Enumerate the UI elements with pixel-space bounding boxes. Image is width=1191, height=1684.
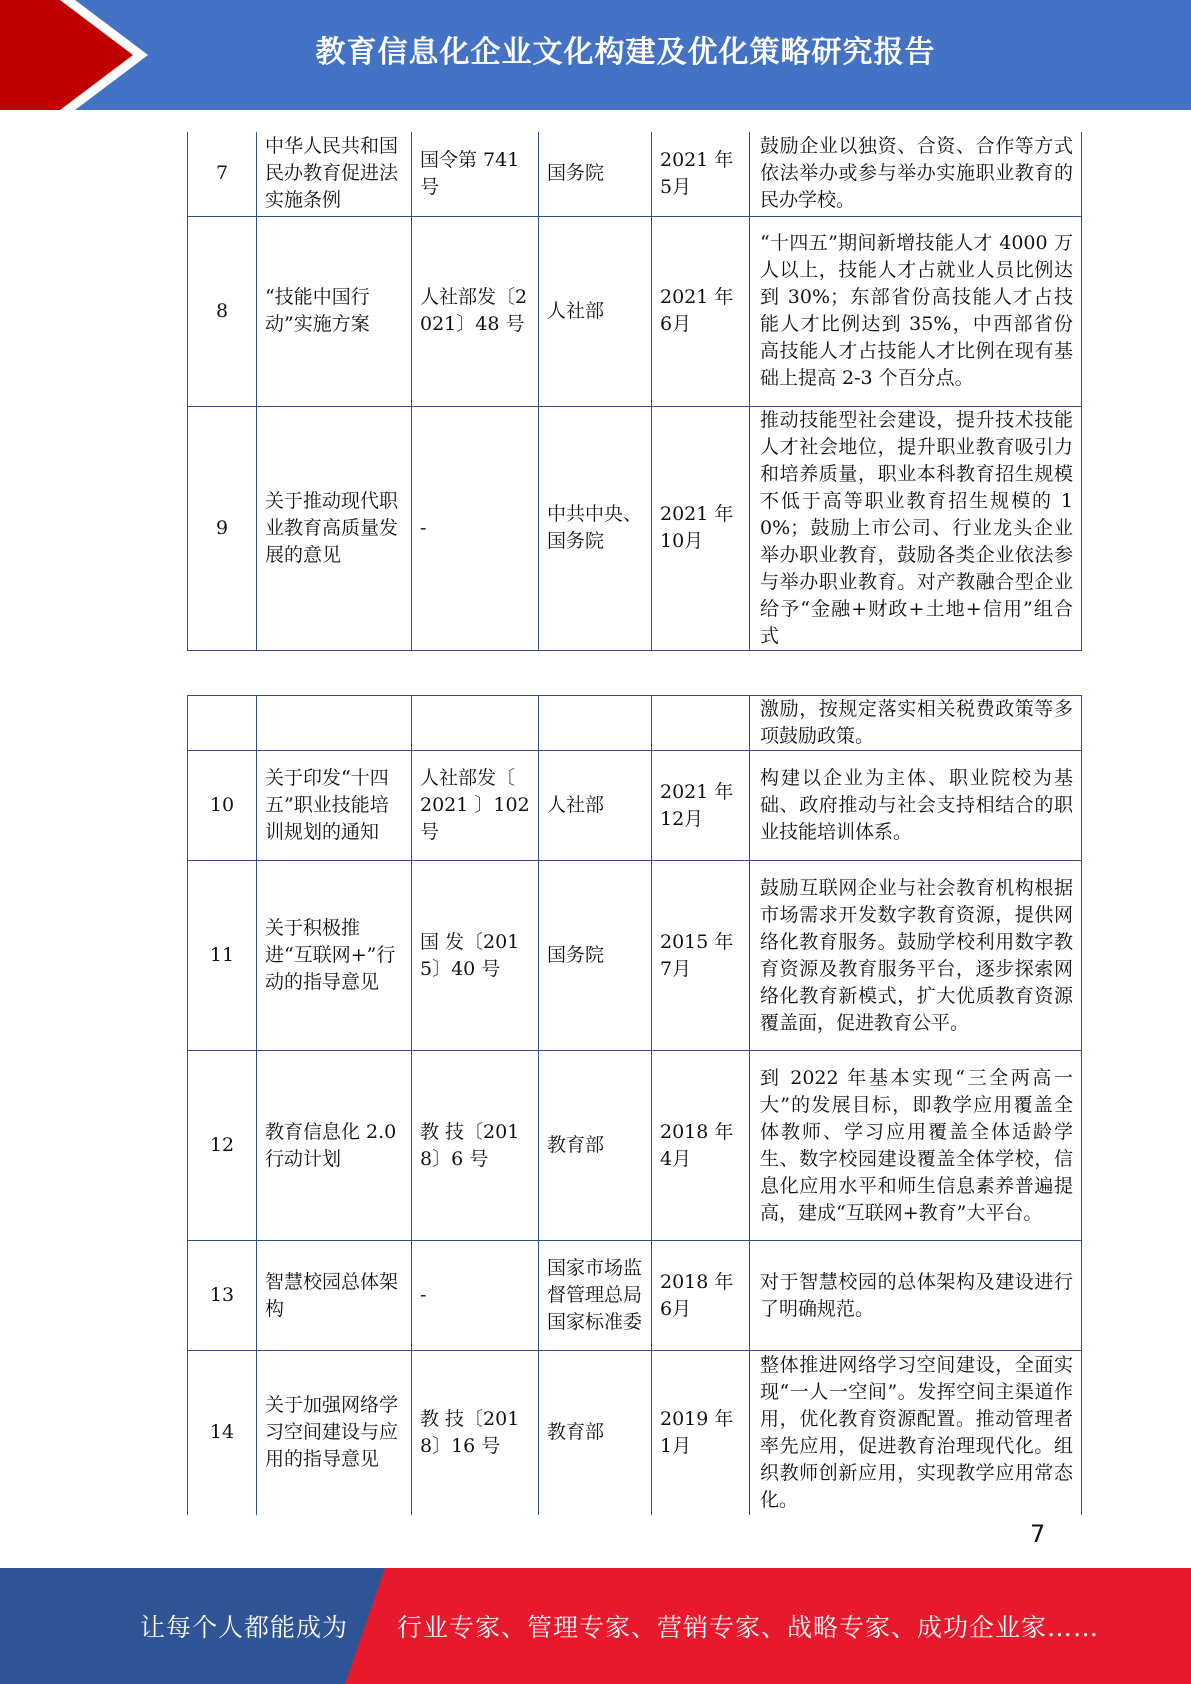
footer-slogan-left: 让每个人都能成为	[140, 1613, 349, 1642]
issuing-authority-empty	[539, 696, 652, 751]
page-header	[0, 0, 1191, 110]
table-row-continuation	[188, 696, 1082, 751]
row-number: 14	[188, 1351, 257, 1515]
issuing-authority: 教育部	[539, 1351, 652, 1515]
policy-name: 关于积极推进“互联网+”行动的指导意见	[257, 861, 412, 1051]
document-number: 教 技〔2018〕6 号	[412, 1051, 539, 1241]
table-row	[188, 751, 1082, 861]
issuing-authority: 教育部	[539, 1051, 652, 1241]
policy-table-part-2	[187, 695, 1082, 1515]
row-number: 10	[188, 751, 257, 861]
row-number: 11	[188, 861, 257, 1051]
report-title: 教育信息化企业文化构建及优化策略研究报告	[315, 35, 936, 70]
policy-name: “技能中国行动”实施方案	[257, 216, 412, 406]
policy-description: 构建以企业为主体、职业院校为基础、政府推动与社会支持相结合的职业技能培训体系。	[750, 751, 1082, 861]
document-number-empty	[412, 696, 539, 751]
issue-date-empty	[652, 696, 750, 751]
issuing-authority: 国务院	[539, 861, 652, 1051]
issuing-authority: 国务院	[539, 132, 652, 216]
row-number: 7	[188, 132, 257, 216]
policy-description: 鼓励企业以独资、合资、合作等方式依法举办或参与举办实施职业教育的民办学校。	[750, 132, 1082, 216]
issue-date: 2021 年 12月	[652, 751, 750, 861]
header-chevron-decoration	[0, 0, 160, 110]
row-number: 9	[188, 406, 257, 650]
issue-date: 2018 年 6月	[652, 1241, 750, 1351]
table-row	[188, 406, 1082, 650]
policy-name: 关于印发“十四五”职业技能培训规划的通知	[257, 751, 412, 861]
policy-description: “十四五”期间新增技能人才 4000 万人以上，技能人才占就业人员比例达到 30%；东部省份高技能人才占技能人才比例达到 35%，中西部省份高技能人才占技能人才比例在现有基础上提高 2-3 个百分点。	[750, 216, 1082, 406]
issue-date: 2019 年 1月	[652, 1351, 750, 1515]
policy-description: 对于智慧校园的总体架构及建设进行了明确规范。	[750, 1241, 1082, 1351]
policy-name: 关于推动现代职业教育高质量发展的意见	[257, 406, 412, 650]
issuing-authority: 国家市场监督管理总局国家标准委	[539, 1241, 652, 1351]
document-number: 国令第 741 号	[412, 132, 539, 216]
document-number: 教 技〔2018〕16 号	[412, 1351, 539, 1515]
policy-name: 智慧校园总体架构	[257, 1241, 412, 1351]
policy-description: 激励，按规定落实相关税费政策等多项鼓励政策。	[750, 696, 1082, 751]
table-row	[188, 1241, 1082, 1351]
policy-description: 到 2022 年基本实现“三全两高一大”的发展目标，即教学应用覆盖全体教师、学习应用覆盖全体适龄学生、数字校园建设覆盖全体学校，信息化应用水平和师生信息素养普遍提高，建成“互联网+教育”大平台。	[750, 1051, 1082, 1241]
issue-date: 2021 年 5月	[652, 132, 750, 216]
policy-name: 关于加强网络学习空间建设与应用的指导意见	[257, 1351, 412, 1515]
page-number: 7	[1030, 1520, 1046, 1548]
document-number: 人社部发〔 2021 〕102 号	[412, 751, 539, 861]
row-number: 12	[188, 1051, 257, 1241]
document-number: -	[412, 406, 539, 650]
table-row	[188, 1051, 1082, 1241]
issue-date: 2021 年 10月	[652, 406, 750, 650]
issuing-authority: 人社部	[539, 216, 652, 406]
row-number-empty	[188, 696, 257, 751]
document-number: 国 发〔2015〕40 号	[412, 861, 539, 1051]
issue-date: 2018 年 4月	[652, 1051, 750, 1241]
policy-description: 推动技能型社会建设，提升技术技能人才社会地位，提升职业教育吸引力和培养质量，职业本科教育招生规模不低于高等职业教育招生规模的 10%；鼓励上市公司、行业龙头企业举办职业教育，鼓励各类企业依法参与举办职业教育。对产教融合型企业给予“金融+财政+土地+信用”组合式	[750, 406, 1082, 650]
table-row	[188, 1351, 1082, 1515]
document-number: -	[412, 1241, 539, 1351]
table-row	[188, 132, 1082, 216]
policy-description: 鼓励互联网企业与社会教育机构根据市场需求开发数字教育资源，提供网络化教育服务。鼓励学校利用数字教育资源及教育服务平台，逐步探索网络化教育新模式，扩大优质教育资源覆盖面，促进教育公平。	[750, 861, 1082, 1051]
page-footer	[0, 1568, 1191, 1684]
document-number: 人社部发〔2021〕48 号	[412, 216, 539, 406]
row-number: 8	[188, 216, 257, 406]
table-row	[188, 216, 1082, 406]
policy-name: 中华人民共和国民办教育促进法实施条例	[257, 132, 412, 216]
issue-date: 2015 年 7月	[652, 861, 750, 1051]
issuing-authority: 人社部	[539, 751, 652, 861]
footer-slogan-right: 行业专家、管理专家、营销专家、战略专家、成功企业家……	[397, 1613, 1100, 1642]
issue-date: 2021 年 6月	[652, 216, 750, 406]
table-row	[188, 861, 1082, 1051]
issuing-authority: 中共中央、国务院	[539, 406, 652, 650]
policy-name: 教育信息化 2.0 行动计划	[257, 1051, 412, 1241]
row-number: 13	[188, 1241, 257, 1351]
policy-table-part-1	[187, 132, 1082, 651]
policy-name-empty	[257, 696, 412, 751]
policy-description: 整体推进网络学习空间建设，全面实现“一人一空间”。发挥空间主渠道作用，优化教育资源配置。推动管理者率先应用，促进教育治理现代化。组织教师创新应用，实现教学应用常态化。	[750, 1351, 1082, 1515]
